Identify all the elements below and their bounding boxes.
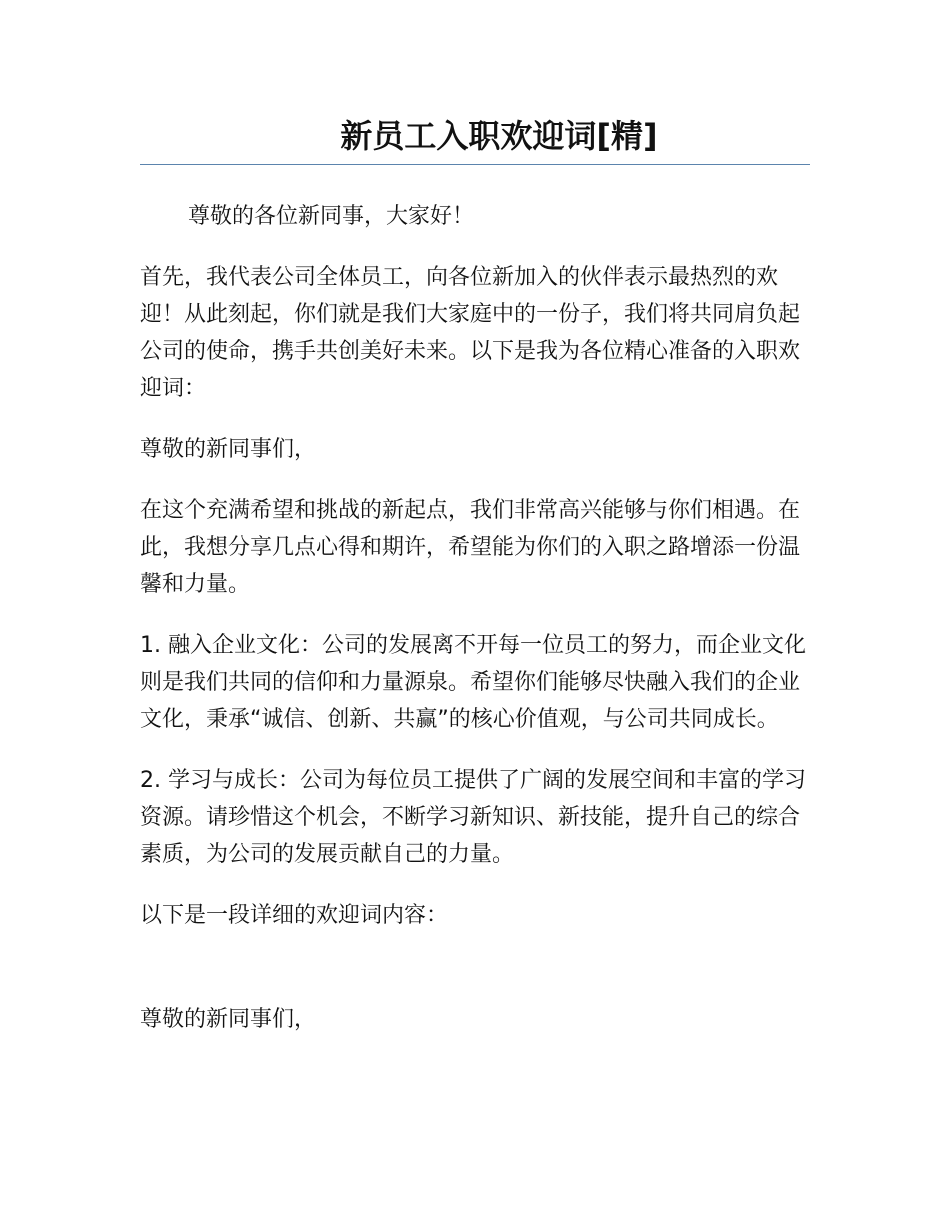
title-underline	[140, 164, 810, 165]
closing-salutation-paragraph: 尊敬的新同事们，	[140, 1007, 317, 1032]
salutation-paragraph: 尊敬的新同事们，	[140, 437, 317, 462]
point-1-paragraph: 1. 融入企业文化：公司的发展离不开每一位员工的努力，而企业文化则是我们共同的信仰和力量源泉。希望你们能够尽快融入我们的企业文化，秉承“诚信、创新、共赢”的核心价值观，与公司共同成长。	[140, 633, 806, 732]
document-title: 新员工入职欢迎词[精]	[340, 117, 658, 155]
detail-intro-paragraph: 以下是一段详细的欢迎词内容：	[140, 903, 449, 928]
intro-paragraph: 首先，我代表公司全体员工，向各位新加入的伙伴表示最热烈的欢迎！从此刻起，你们就是我们大家庭中的一份子，我们将共同肩负起公司的使命，携手共创美好未来。以下是我为各位精心准备的入职欢迎词：	[140, 265, 801, 401]
document-page	[140, 110, 810, 1038]
greeting-paragraph: 尊敬的各位新同事，大家好！	[188, 204, 475, 229]
point-2-paragraph: 2. 学习与成长：公司为每位员工提供了广阔的发展空间和丰富的学习资源。请珍惜这个机会，不断学习新知识、新技能，提升自己的综合素质，为公司的发展贡献自己的力量。	[140, 768, 806, 867]
body-paragraph: 在这个充满希望和挑战的新起点，我们非常高兴能够与你们相遇。在此，我想分享几点心得和期许，希望能为你们的入职之路增添一份温馨和力量。	[140, 498, 801, 597]
